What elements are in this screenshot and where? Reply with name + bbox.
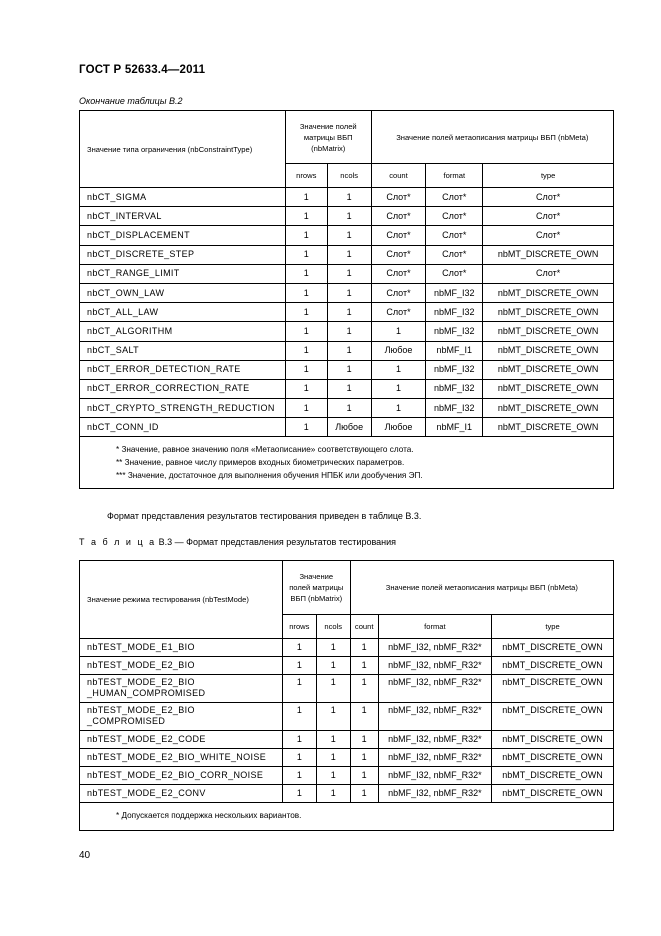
table2-caption-prefix: Т а б л и ц а (79, 537, 157, 547)
subheader-nrows: nrows (282, 615, 316, 639)
notes-row (80, 437, 614, 489)
value-cell: nbMF_I32, nbMF_R32* (378, 639, 491, 657)
value-cell: Слот* (371, 264, 426, 283)
subheader-format: format (378, 615, 491, 639)
subheader-type: type (492, 615, 614, 639)
table-row (80, 639, 614, 657)
value-cell: nbMF_I32 (426, 283, 483, 302)
row-name-cell: nbCT_ERROR_DETECTION_RATE (80, 360, 286, 379)
value-cell: nbMT_DISCRETE_OWN (492, 675, 614, 703)
value-cell: 1 (285, 418, 327, 437)
footnote: * Значение, равное значению поля «Метаописание» соответствующего слота. (116, 445, 414, 455)
value-cell: Слот* (483, 226, 614, 245)
table-row (80, 418, 614, 437)
value-cell: 1 (282, 785, 316, 803)
col-meta-header: Значение полей метаописания матрицы ВБП (nbMeta) (350, 561, 613, 615)
paragraph: Формат представления результатов тестирования приведен в таблице В.3. (107, 511, 422, 521)
table-row (80, 657, 614, 675)
value-cell: Слот* (426, 207, 483, 226)
value-cell: nbMT_DISCRETE_OWN (483, 245, 614, 264)
value-cell: 1 (327, 245, 371, 264)
value-cell: 1 (327, 360, 371, 379)
row-name-cell: nbCT_OWN_LAW (80, 283, 286, 302)
footnote: *** Значение, достаточное для выполнения обучения НПБК или дообучения ЭП. (116, 471, 423, 481)
value-cell: nbMT_DISCRETE_OWN (492, 767, 614, 785)
subheader-type: type (483, 164, 614, 188)
value-cell: 1 (327, 379, 371, 398)
footnote: ** Значение, равное числу примеров входных биометрических параметров. (116, 458, 405, 468)
value-cell: 1 (285, 245, 327, 264)
subheader-format: format (426, 164, 483, 188)
value-cell: 1 (327, 303, 371, 322)
value-cell: 1 (316, 703, 350, 731)
value-cell: 1 (350, 749, 378, 767)
table1-caption: Окончание таблицы В.2 (79, 96, 183, 106)
value-cell: nbMF_I32, nbMF_R32* (378, 767, 491, 785)
table-row (80, 207, 614, 226)
value-cell: nbMF_I32, nbMF_R32* (378, 785, 491, 803)
value-cell: 1 (350, 639, 378, 657)
value-cell: nbMT_DISCRETE_OWN (492, 731, 614, 749)
table-row (80, 703, 614, 731)
value-cell: 1 (350, 767, 378, 785)
row-name-cell: nbCT_CONN_ID (80, 418, 286, 437)
value-cell: Слот* (371, 207, 426, 226)
row-name-cell: nbTEST_MODE_E2_CONV (80, 785, 283, 803)
row-name-cell: nbTEST_MODE_E2_BIO _HUMAN_COMPROMISED (80, 675, 283, 703)
value-cell: nbMF_I32, nbMF_R32* (378, 731, 491, 749)
table-row (80, 341, 614, 360)
value-cell: 1 (327, 188, 371, 207)
col-test-mode-header: Значение режима тестирования (nbTestMode) (80, 561, 283, 639)
row-name-cell: nbTEST_MODE_E2_BIO (80, 657, 283, 675)
value-cell: 1 (327, 322, 371, 341)
value-cell: 1 (350, 675, 378, 703)
col-matrix-header: Значение полей матрицы ВБП (nbMatrix) (282, 561, 350, 615)
table-row (80, 675, 614, 703)
value-cell: nbMT_DISCRETE_OWN (492, 657, 614, 675)
value-cell: Слот* (426, 226, 483, 245)
value-cell: nbMF_I32 (426, 379, 483, 398)
value-cell: Слот* (371, 303, 426, 322)
test-mode-table (79, 560, 614, 831)
value-cell: nbMT_DISCRETE_OWN (492, 639, 614, 657)
table2-caption (79, 537, 396, 547)
row-name-cell: nbTEST_MODE_E2_BIO _COMPROMISED (80, 703, 283, 731)
row-name-cell: nbCT_RANGE_LIMIT (80, 264, 286, 283)
value-cell: nbMF_I32, nbMF_R32* (378, 703, 491, 731)
value-cell: 1 (316, 639, 350, 657)
value-cell: 1 (327, 341, 371, 360)
value-cell: Слот* (426, 188, 483, 207)
subheader-nrows: nrows (285, 164, 327, 188)
value-cell: 1 (285, 379, 327, 398)
value-cell: Слот* (426, 245, 483, 264)
row-name-cell: nbCT_DISCRETE_STEP (80, 245, 286, 264)
value-cell: 1 (316, 675, 350, 703)
value-cell: 1 (285, 188, 327, 207)
value-cell: 1 (327, 283, 371, 302)
constraint-type-table (79, 110, 614, 489)
value-cell: 1 (285, 264, 327, 283)
table-row (80, 360, 614, 379)
col-constraint-type-header: Значение типа ограничения (nbConstraintType) (80, 111, 286, 188)
value-cell: Любое (327, 418, 371, 437)
value-cell: 1 (285, 303, 327, 322)
value-cell: 1 (285, 399, 327, 418)
value-cell: nbMT_DISCRETE_OWN (492, 703, 614, 731)
page-number: 40 (79, 850, 91, 861)
value-cell: Слот* (371, 226, 426, 245)
value-cell: nbMF_I1 (426, 418, 483, 437)
value-cell: 1 (327, 207, 371, 226)
value-cell: 1 (350, 731, 378, 749)
row-name-cell: nbCT_DISPLACEMENT (80, 226, 286, 245)
value-cell: nbMT_DISCRETE_OWN (483, 418, 614, 437)
value-cell: nbMT_DISCRETE_OWN (492, 749, 614, 767)
row-name-cell: nbCT_CRYPTO_STRENGTH_REDUCTION (80, 399, 286, 418)
value-cell: nbMF_I32 (426, 360, 483, 379)
value-cell: nbMT_DISCRETE_OWN (483, 399, 614, 418)
value-cell: 1 (316, 657, 350, 675)
value-cell: 1 (285, 207, 327, 226)
table-row (80, 303, 614, 322)
value-cell: Слот* (371, 245, 426, 264)
value-cell: nbMT_DISCRETE_OWN (483, 379, 614, 398)
value-cell: 1 (316, 785, 350, 803)
table-row (80, 283, 614, 302)
subheader-ncols: ncols (316, 615, 350, 639)
value-cell: 1 (327, 226, 371, 245)
col-matrix-header: Значение полей матрицы ВБП (nbMatrix) (285, 111, 371, 164)
value-cell: nbMF_I32, nbMF_R32* (378, 657, 491, 675)
value-cell: Слот* (371, 283, 426, 302)
table-row (80, 322, 614, 341)
value-cell: Слот* (426, 264, 483, 283)
value-cell: nbMF_I32 (426, 322, 483, 341)
table-row (80, 749, 614, 767)
subheader-count: count (371, 164, 426, 188)
value-cell: nbMT_DISCRETE_OWN (483, 341, 614, 360)
value-cell: Слот* (483, 188, 614, 207)
notes-row (80, 803, 614, 831)
value-cell: Слот* (483, 207, 614, 226)
value-cell: nbMF_I32, nbMF_R32* (378, 749, 491, 767)
footnote: * Допускается поддержка нескольких вариантов. (116, 811, 302, 820)
value-cell: 1 (285, 341, 327, 360)
subheader-count: count (350, 615, 378, 639)
value-cell: nbMT_DISCRETE_OWN (483, 360, 614, 379)
table-row (80, 245, 614, 264)
value-cell: 1 (282, 749, 316, 767)
col-meta-header: Значение полей метаописания матрицы ВБП (nbMeta) (371, 111, 613, 164)
value-cell: Слот* (483, 264, 614, 283)
value-cell: 1 (316, 749, 350, 767)
table-row (80, 379, 614, 398)
table2-caption-text: В.3 — Формат представления результатов тестирования (156, 537, 397, 547)
value-cell: nbMF_I32, nbMF_R32* (378, 675, 491, 703)
row-name-cell: nbTEST_MODE_E1_BIO (80, 639, 283, 657)
table-row (80, 785, 614, 803)
value-cell: 1 (285, 322, 327, 341)
value-cell: 1 (285, 360, 327, 379)
value-cell: 1 (285, 226, 327, 245)
value-cell: 1 (350, 703, 378, 731)
value-cell: Любое (371, 418, 426, 437)
table-row (80, 399, 614, 418)
value-cell: 1 (371, 360, 426, 379)
value-cell: 1 (285, 283, 327, 302)
row-name-cell: nbCT_ALL_LAW (80, 303, 286, 322)
value-cell: nbMT_DISCRETE_OWN (483, 303, 614, 322)
value-cell: nbMF_I1 (426, 341, 483, 360)
value-cell: Слот* (371, 188, 426, 207)
row-name-cell: nbCT_INTERVAL (80, 207, 286, 226)
row-name-cell: nbCT_SIGMA (80, 188, 286, 207)
value-cell: 1 (350, 785, 378, 803)
value-cell: nbMT_DISCRETE_OWN (483, 283, 614, 302)
value-cell: 1 (282, 703, 316, 731)
value-cell: 1 (282, 767, 316, 785)
row-name-cell: nbTEST_MODE_E2_CODE (80, 731, 283, 749)
value-cell: nbMT_DISCRETE_OWN (483, 322, 614, 341)
value-cell: 1 (316, 731, 350, 749)
value-cell: 1 (371, 379, 426, 398)
subheader-ncols: ncols (327, 164, 371, 188)
value-cell: 1 (282, 731, 316, 749)
value-cell: 1 (371, 322, 426, 341)
row-name-cell: nbCT_ALGORITHM (80, 322, 286, 341)
value-cell: 1 (371, 399, 426, 418)
value-cell: nbMF_I32 (426, 399, 483, 418)
value-cell: 1 (327, 399, 371, 418)
row-name-cell: nbCT_ERROR_CORRECTION_RATE (80, 379, 286, 398)
row-name-cell: nbTEST_MODE_E2_BIO_CORR_NOISE (80, 767, 283, 785)
value-cell: 1 (282, 657, 316, 675)
document-header: ГОСТ Р 52633.4—2011 (79, 64, 206, 76)
table-row (80, 264, 614, 283)
value-cell: 1 (350, 657, 378, 675)
row-name-cell: nbTEST_MODE_E2_BIO_WHITE_NOISE (80, 749, 283, 767)
value-cell: nbMF_I32 (426, 303, 483, 322)
table-row (80, 767, 614, 785)
value-cell: Любое (371, 341, 426, 360)
value-cell: 1 (316, 767, 350, 785)
value-cell: 1 (282, 675, 316, 703)
value-cell: nbMT_DISCRETE_OWN (492, 785, 614, 803)
table-row (80, 188, 614, 207)
row-name-cell: nbCT_SALT (80, 341, 286, 360)
value-cell: 1 (282, 639, 316, 657)
table-row (80, 226, 614, 245)
value-cell: 1 (327, 264, 371, 283)
table-row (80, 731, 614, 749)
